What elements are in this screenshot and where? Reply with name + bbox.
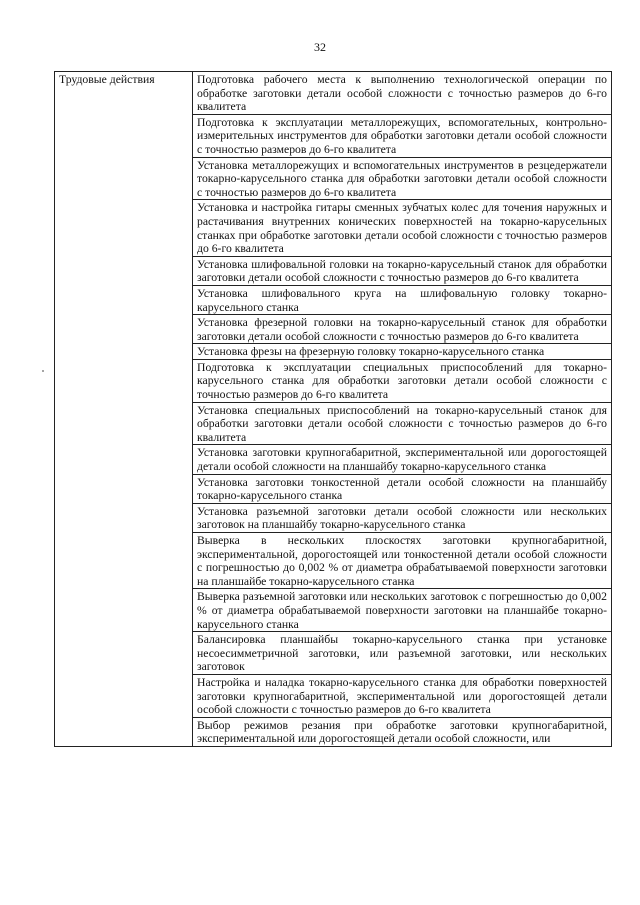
action-cell: Настройка и наладка токарно-карусельного станка для обработки поверхностей заготовки крупногабаритной, экспериментальной или дорогостоящей детали особой сложности с точностью размеров до 6-го квалитета	[193, 674, 612, 717]
action-cell: Установка заготовки крупногабаритной, экспериментальной или дорогостоящей детали особой сложности на планшайбу токарно-карусельного станка	[193, 445, 612, 474]
action-cell: Подготовка к эксплуатации металлорежущих, вспомогательных, контрольно-измерительных инструментов для обработки заготовки детали особой сложности с точностью размеров до 6-го квалитета	[193, 114, 612, 157]
action-cell: Выбор режимов резания при обработке заготовки крупногабаритной, экспериментальной или дорогостоящей детали особой сложности, или	[193, 717, 612, 746]
page-number: 32	[314, 40, 326, 54]
action-cell: Выверка в нескольких плоскостях заготовки крупногабаритной, экспериментальной, дорогостоящей или тонкостенной детали особой сложности с погрешностью до 0,002 % от диаметра обрабатываемой поверхности заготовки на планшайбе токарно-карусельного станка	[193, 533, 612, 589]
row-label-labor-actions: Трудовые действия	[55, 72, 193, 747]
action-cell: Установка фрезы на фрезерную головку токарно-карусельного станка	[193, 344, 612, 360]
table-row	[55, 72, 612, 115]
labor-actions-table	[54, 71, 612, 747]
action-cell: Балансировка планшайбы токарно-карусельного станка при установке несоесимметричной заготовки, или разъемной заготовки, или нескольких заготовок	[193, 632, 612, 675]
action-cell: Установка шлифовального круга на шлифовальную головку токарно-карусельного станка	[193, 285, 612, 314]
action-cell: Установка разъемной заготовки детали особой сложности или нескольких заготовок на планшайбу токарно-карусельного станка	[193, 503, 612, 532]
action-cell: Подготовка к эксплуатации специальных приспособлений для токарно-карусельного станка для обработки заготовки детали особой сложности с точностью размеров до 6-го квалитета	[193, 359, 612, 402]
action-cell: Установка и настройка гитары сменных зубчатых колес для точения наружных и растачивания внутренних конических поверхностей на токарно-карусельных станках при обработке заготовки детали особой сложности с точностью размеров до 6-го квалитета	[193, 200, 612, 256]
action-cell: Установка фрезерной головки на токарно-карусельный станок для обработки заготовки детали особой сложности с точностью размеров до 6-го квалитета	[193, 315, 612, 344]
action-cell: Установка специальных приспособлений на токарно-карусельный станок для обработки заготовки детали особой сложности с точностью размеров до 6-го квалитета	[193, 402, 612, 445]
action-cell: Подготовка рабочего места к выполнению технологической операции по обработке заготовки детали особой сложности с точностью размеров до 6-го квалитета	[193, 72, 612, 115]
scan-speck	[42, 370, 44, 372]
action-cell: Установка металлорежущих и вспомогательных инструментов в резцедержатели токарно-карусельного станка для обработки заготовки детали особой сложности с точностью размеров до 6-го квалитета	[193, 157, 612, 200]
action-cell: Установка шлифовальной головки на токарно-карусельный станок для обработки заготовки детали особой сложности с точностью размеров до 6-го квалитета	[193, 256, 612, 285]
action-cell: Выверка разъемной заготовки или нескольких заготовок с погрешностью до 0,002 % от диаметра обрабатываемой поверхности заготовки на планшайбе токарно-карусельного станка	[193, 589, 612, 632]
action-cell: Установка заготовки тонкостенной детали особой сложности на планшайбу токарно-карусельного станка	[193, 474, 612, 503]
